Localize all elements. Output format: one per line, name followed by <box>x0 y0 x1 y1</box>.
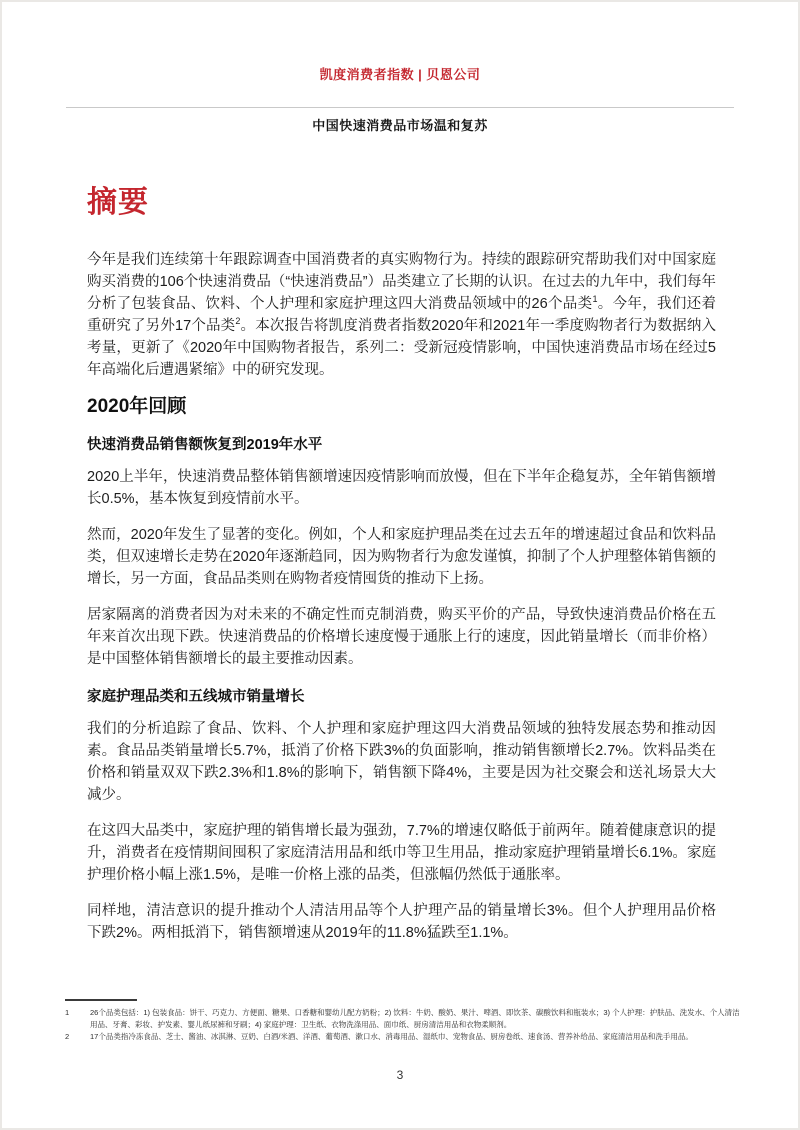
summary-paragraph-part1: 今年是我们连续第十年跟踪调查中国消费者的真实购物行为。持续的跟踪研究帮助我们对中国家庭购买消费的106个快速消费品（“快速消费品”）品类建立了长期的认识。在过去的九年中，我们每年分析了包装食品、饮料、个人护理和家庭护理这四大消费品领域中的26个品类 <box>87 252 716 312</box>
footnote-item <box>65 1031 743 1043</box>
paragraph-sales-recovery-1: 2020上半年，快速消费品整体销售额增速因疫情影响而放慢，但在下半年企稳复苏，全年销售额增长0.5%，基本恢复到疫情前水平。 <box>87 469 716 507</box>
page-content <box>87 188 716 944</box>
footnote-text: 17个品类指冷冻食品、芝士、酱油、冰淇淋、豆奶、白酒/米酒、洋酒、葡萄酒、漱口水、消毒用品、湿纸巾、宠物食品、厨房卷纸、速食汤、营养补给品、家庭清洁用品和洗手用品。 <box>90 1032 693 1041</box>
page-subtitle: 中国快速消费品市场温和复苏 <box>312 118 488 133</box>
subheading-home-care-growth: 家庭护理品类和五线城市销量增长 <box>87 689 305 705</box>
summary-paragraph-part3: 。本次报告将凯度消费者指数2020年和2021年一季度购物者行为数据纳入考量，更新了《2020年中国购物者报告，系列二：受新冠疫情影响，中国快速消费品市场在经过5年高端化后遭遇紧缩》中的研究发现。 <box>87 318 716 378</box>
paragraph-sales-recovery-3: 居家隔离的消费者因为对未来的不确定性而克制消费，购买平价的产品，导致快速消费品价格在五年来首次出现下跌。快速消费品的价格增长速度慢于通胀上行的速度，因此销量增长（而非价格）是中国整体销售额增长的最主要推动因素。 <box>87 607 716 667</box>
page-header <box>2 2 798 83</box>
footnote-rule <box>65 999 137 1001</box>
paragraph-home-care-1: 我们的分析追踪了食品、饮料、个人护理和家庭护理这四大消费品领域的独特发展态势和推动因素。食品品类销量增长5.7%，抵消了价格下跌3%的负面影响，推动销售额增长2.7%。饮料品类在价格和销量双双下跌2.3%和1.8%的影响下，销售额下降4%，主要是因为社交聚会和送礼场景大大减少。 <box>87 721 716 803</box>
paragraph-home-care-2: 在这四大品类中，家庭护理的销售增长最为强劲，7.7%的增速仅略低于前两年。随着健康意识的提升，消费者在疫情期间囤积了家庭清洁用品和纸巾等卫生用品，推动家庭护理销量增长6.1%。家庭护理价格小幅上涨1.5%，是唯一价格上涨的品类，但涨幅仍然低于通胀率。 <box>87 823 716 883</box>
paragraph-sales-recovery-2: 然而，2020年发生了显著的变化。例如，个人和家庭护理品类在过去五年的增速超过食品和饮料品类，但双速增长走势在2020年逐渐趋同，因为购物者行为愈发谨慎，抑制了个人护理整体销售额的增长，另一方面，食品品类则在购物者疫情囤货的推动下上扬。 <box>87 527 716 587</box>
footnote-marker: 2 <box>65 1032 70 1041</box>
paragraph-home-care-3: 同样地，清洁意识的提升推动个人清洁用品等个人护理产品的销量增长3%。但个人护理用品价格下跌2%。两相抵消下，销售额增速从2019年的11.8%猛跌至1.1%。 <box>87 903 716 941</box>
page-number: 3 <box>396 1068 404 1082</box>
footnote-item <box>65 1007 743 1031</box>
footnotes-section <box>65 999 743 1043</box>
footnote-marker: 1 <box>65 1008 70 1017</box>
header-brand: 凯度消费者指数 | 贝恩公司 <box>319 67 481 82</box>
footnote-ref-1: 1 <box>592 294 598 305</box>
section-heading-2020-review: 2020年回顾 <box>87 396 187 417</box>
summary-paragraph-part2: 。今年，我们还着重研究了另外17个品类 <box>87 296 716 334</box>
summary-paragraph <box>87 249 716 381</box>
header-divider <box>66 107 734 108</box>
subheading-sales-recovery: 快速消费品销售额恢复到2019年水平 <box>87 437 323 453</box>
footnote-text: 26个品类包括：1) 包装食品：饼干、巧克力、方便面、糖果、口香糖和婴幼儿配方奶粉；2) 饮料：牛奶、酸奶、果汁、啤酒、即饮茶、碳酸饮料和瓶装水；3) 个人护理：护肤品、洗发水、个人清洁用品、牙膏、彩妆、护发素、婴儿纸尿裤和牙刷；4) 家庭护理：卫生纸、衣物洗涤用品、面巾纸、厨房清洁用品和衣物柔顺剂。 <box>90 1008 740 1029</box>
footnote-ref-2: 2 <box>235 316 241 327</box>
summary-title: 摘要 <box>87 186 149 219</box>
